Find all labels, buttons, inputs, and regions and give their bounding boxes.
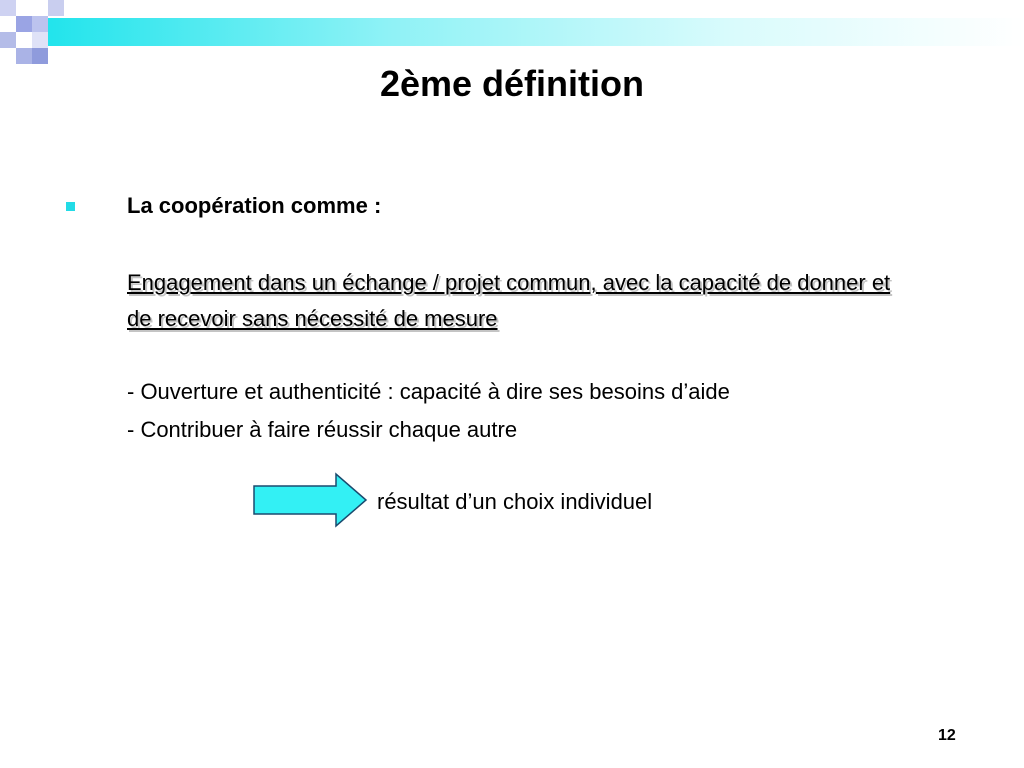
decorative-square [0,32,16,48]
point-item: - Contribuer à faire réussir chaque autre [127,417,518,442]
header-gradient-band [48,18,1024,46]
slide-title: 2ème définition [379,63,645,104]
point-item: - Ouverture et authenticité : capacité à dire ses besoins d’aide [127,379,730,404]
decorative-square [32,32,48,48]
decorative-square [32,16,48,32]
page-number: 12 [938,727,956,744]
right-arrow-icon [252,472,368,528]
decorative-square [0,0,16,16]
decorative-square [48,0,64,16]
square-bullet-icon [66,202,75,211]
definition-text: Engagement dans un échange / projet commun, avec la capacité de donner et de recevoir sans nécessité de mesure [127,270,891,331]
bullet-heading: La coopération comme : [127,193,382,218]
result-text: résultat d’un choix individuel [377,489,653,514]
decorative-square [16,16,32,32]
